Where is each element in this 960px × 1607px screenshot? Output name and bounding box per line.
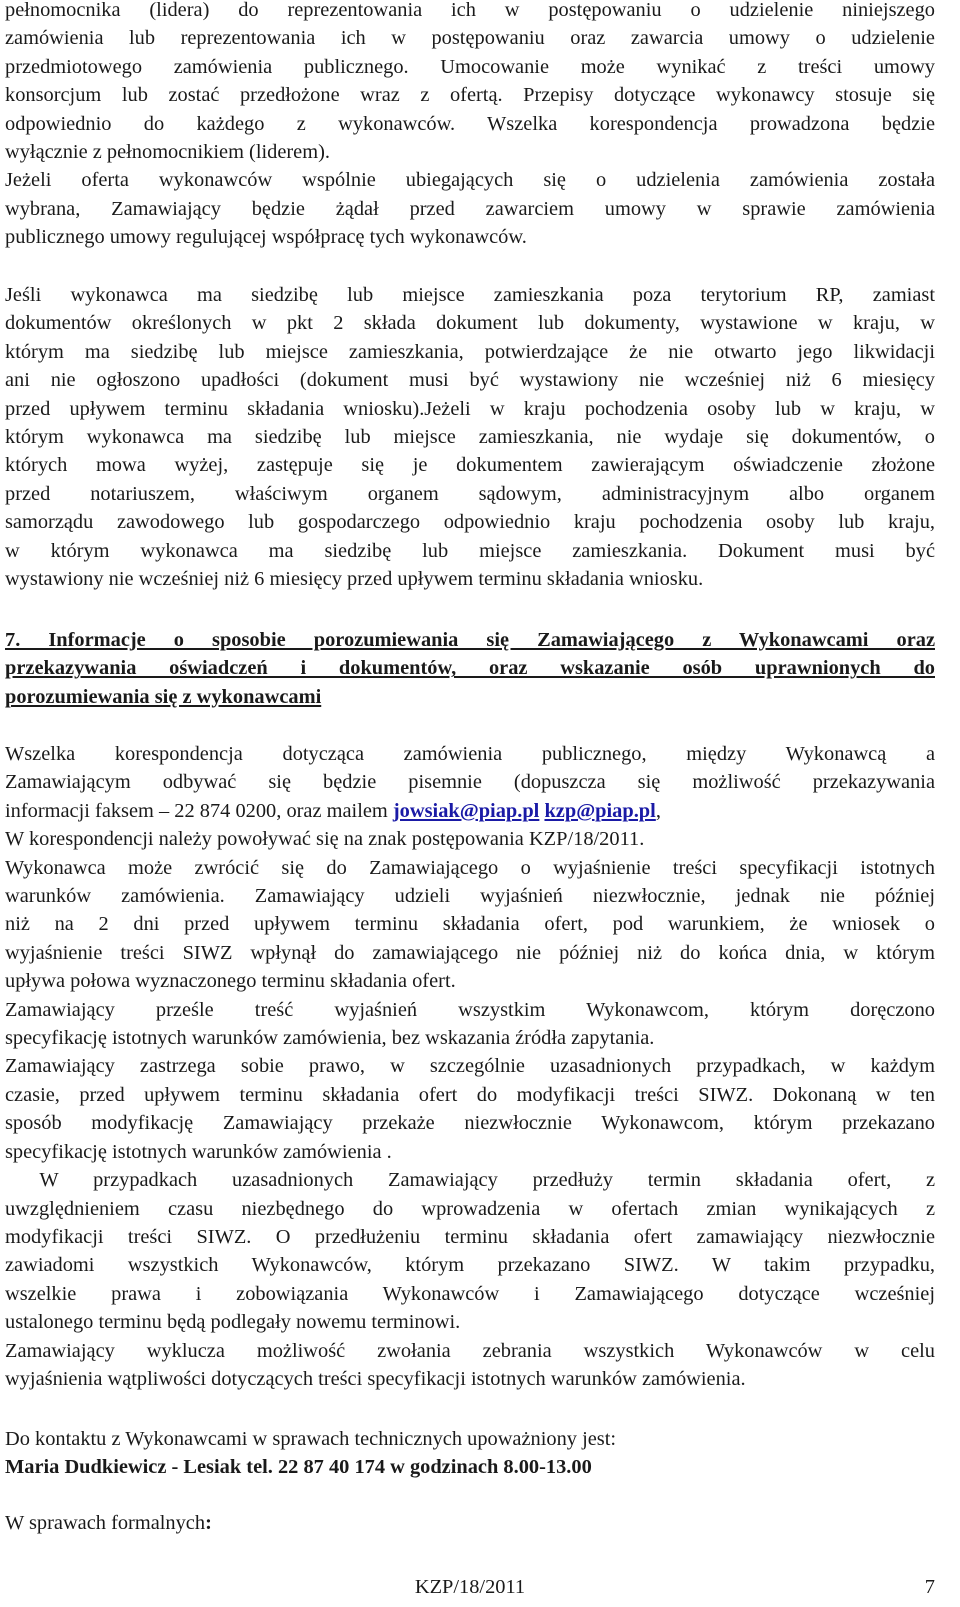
text-line: publicznego umowy regulującej współpracę tych wykonawców.: [5, 226, 527, 249]
consortium-paragraph: [5, 0, 935, 252]
formal-label-text: W sprawach formalnych: [5, 1512, 206, 1534]
text-line: którym wykonawca ma siedzibę lub miejsce zamieszkania, nie wydaje się dokumentów, o: [5, 426, 935, 449]
text-line: wybrana, Zamawiający będzie żądał przed zawarciem umowy w sprawie zamówienia: [5, 197, 935, 220]
text-line: modyfikacji treści SIWZ. O przedłużeniu terminu składania ofert zamawiający niezwłocznie: [5, 1225, 935, 1248]
text-line: dokumentów określonych w pkt 2 składa dokument lub dokumenty, wystawione w kraju, w: [5, 312, 935, 335]
formal-label-line: [5, 1509, 935, 1537]
text-line: konsorcjum lub zostać przedłożone wraz z ofertą. Przepisy dotyczące wykonawcy stosuje się: [5, 84, 935, 107]
technical-contact-person: [5, 1453, 935, 1481]
text-line: Zamawiającym odbywać się będzie pisemnie (dopuszcza się możliwość przekazywania: [5, 771, 935, 794]
text-line: którym ma siedzibę lub miejsce zamieszkania, potwierdzające że nie otwarto jego likwidacji: [5, 340, 935, 363]
email-link-kzp[interactable]: kzp@piap.pl: [544, 799, 656, 822]
section-7-heading: [5, 626, 935, 711]
text-line: czasie, przed upływem terminu składania ofert do modyfikacji treści SIWZ. Dokonaną w ten: [5, 1083, 935, 1106]
text-line: ustalonego terminu będą podlegały nowemu terminowi.: [5, 1311, 461, 1334]
text-line: sposób modyfikację Zamawiający przekaże niezwłocznie Wykonawcom, którym przekazano: [5, 1112, 935, 1135]
heading-line: 7. Informacje o sposobie porozumiewania się Zamawiającego z Wykonawcami oraz: [5, 629, 935, 651]
text-line: wyłącznie z pełnomocnikiem (liderem).: [5, 141, 330, 164]
text-line: przedmiotowego zamówienia publicznego. Umocowanie może wynikać z treści umowy: [5, 55, 935, 78]
text-line: upływa połowa wyznaczonego terminu składania ofert.: [5, 970, 456, 993]
foreign-contractor-paragraph: [5, 281, 935, 593]
formal-contact-label: [5, 1509, 935, 1537]
text-line: uwzględnieniem czasu niezbędnego do wprowadzenia w ofertach zmian wynikających z: [5, 1197, 935, 1220]
text-line: Zamawiający zastrzega sobie prawo, w szczególnie uzasadnionych przypadkach, w każdym: [5, 1055, 935, 1078]
text-line: w którym wykonawca ma siedzibę lub miejsce zamieszkania. Dokument musi być: [5, 539, 935, 562]
text-line: samorządu zawodowego lub gospodarczego odpowiednio kraju pochodzenia osoby lub kraju,: [5, 511, 935, 534]
text-line: specyfikację istotnych warunków zamówienia, bez wskazania źródła zapytania.: [5, 1027, 655, 1050]
footer-page-number: 7: [924, 1576, 935, 1598]
formal-label-colon: :: [205, 1512, 212, 1534]
text-line: warunków zamówienia. Zamawiający udzieli wyjaśnień niezwłocznie, jednak nie później: [5, 885, 935, 908]
text-fragment: informacji faksem – 22 874 0200, oraz mailem: [5, 799, 393, 822]
text-line: wyjaśnienia wątpliwości dotyczących treści specyfikacji istotnych warunków zamówienia.: [5, 1367, 746, 1390]
text-line: wystawiony nie wcześniej niż 6 miesięcy przed upływem terminu składania wniosku.: [5, 568, 704, 591]
text-line: ani nie ogłoszono upadłości (dokument musi być wystawiony nie wcześniej niż 6 miesięcy: [5, 369, 935, 392]
text-line: niż na 2 dni przed upływem terminu składania ofert, pod warunkiem, że wniosek o: [5, 913, 935, 936]
text-line: pełnomocnika (lidera) do reprezentowania ich w postępowaniu o udzielenie niniejszego: [5, 0, 935, 21]
text-line: zamówienia lub reprezentowania ich w postępowaniu oraz zawarcia umowy o udzielenie: [5, 27, 935, 50]
text-line: W przypadkach uzasadnionych Zamawiający przedłuży termin składania ofert, z: [5, 1169, 935, 1192]
heading-line: porozumiewania się z wykonawcami: [5, 685, 322, 708]
text-line: zawiadomi wszystkich Wykonawców, którym przekazano SIWZ. W takim przypadku,: [5, 1254, 935, 1277]
footer-reference-code: KZP/18/2011: [414, 1576, 526, 1598]
text-fragment: ,: [655, 799, 661, 822]
text-line: przed notariuszem, właściwym organem sądowym, administracyjnym albo organem: [5, 482, 935, 505]
communication-section: [5, 740, 935, 1393]
text-line: Wszelka korespondencja dotycząca zamówienia publicznego, między Wykonawcą a: [5, 743, 935, 765]
text-line: odpowiednio do każdego z wykonawców. Wszelka korespondencja prowadzona będzie: [5, 112, 935, 135]
text-line: których mowa wyżej, zastępuje się je dokumentem zawierającym oświadczenie złożone: [5, 454, 935, 477]
text-line: Zamawiający prześle treść wyjaśnień wszystkim Wykonawcom, którym doręczono: [5, 998, 935, 1021]
contact-emails-line: [5, 797, 935, 825]
text-line: W korespondencji należy powoływać się na znak postępowania KZP/18/2011.: [5, 828, 645, 851]
text-line: Jeżeli oferta wykonawców wspólnie ubiegających się o udzielenia zamówienia została: [5, 169, 935, 192]
text-line: specyfikację istotnych warunków zamówienia .: [5, 1140, 392, 1163]
email-link-jowsiak[interactable]: jowsiak@piap.pl: [392, 799, 540, 822]
text-line: wyjaśnienie treści SIWZ wpłynął do zamawiającego nie później niż do końca dnia, w którym: [5, 941, 935, 964]
text-line: Zamawiający wyklucza możliwość zwołania zebrania wszystkich Wykonawców w celu: [5, 1339, 935, 1362]
text-line: Wykonawca może zwrócić się do Zamawiającego o wyjaśnienie treści specyfikacji istotnych: [5, 856, 935, 879]
text-line: przed upływem terminu składania wniosku).Jeżeli w kraju pochodzenia osoby lub w kraju, w: [5, 397, 935, 420]
contact-person-line: Maria Dudkiewicz - Lesiak tel. 22 87 40 174 w godzinach 8.00-13.00: [5, 1456, 592, 1478]
text-line: Do kontaktu z Wykonawcami w sprawach technicznych upoważniony jest:: [5, 1428, 617, 1450]
heading-line: przekazywania oświadczeń i dokumentów, oraz wskazanie osób uprawnionych do: [5, 657, 935, 680]
text-line: Jeśli wykonawca ma siedzibę lub miejsce zamieszkania poza terytorium RP, zamiast: [5, 284, 935, 306]
technical-contact-intro: [5, 1425, 935, 1453]
text-line: wszelkie prawa i zobowiązania Wykonawców i Zamawiającego dotyczące wcześniej: [5, 1282, 935, 1305]
